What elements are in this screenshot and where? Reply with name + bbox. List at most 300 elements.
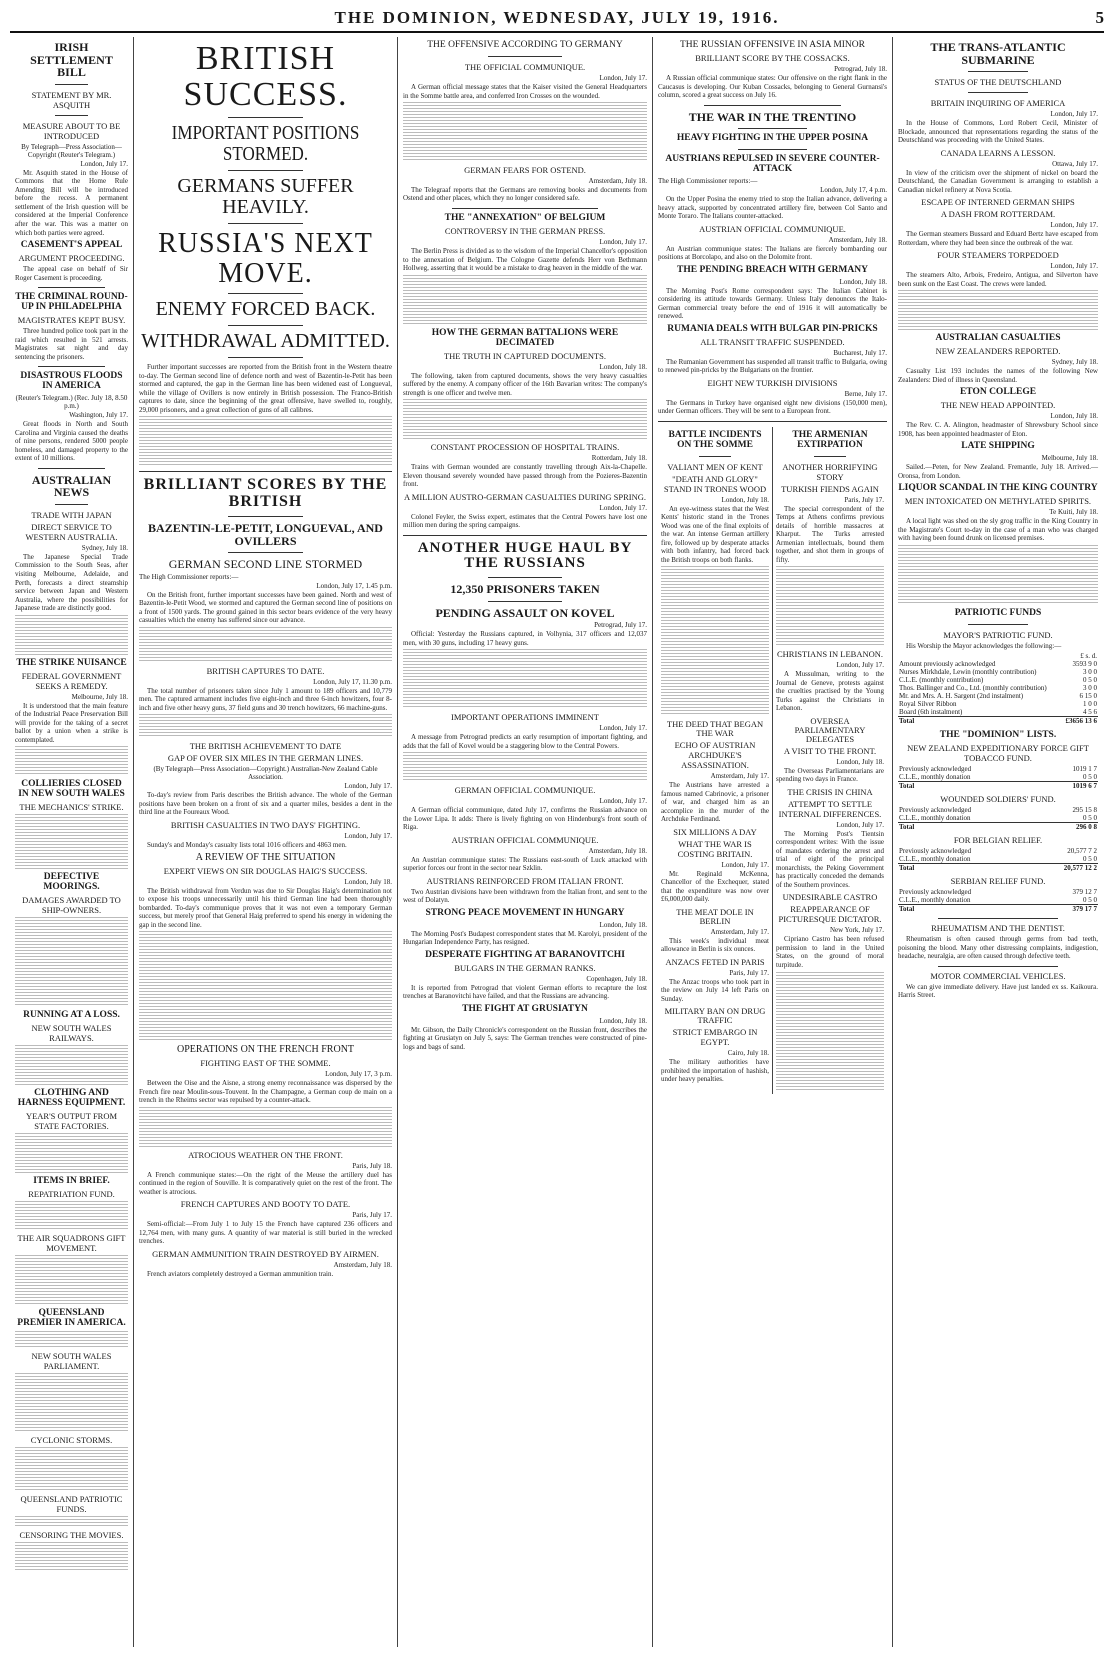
article-text: The military authorities have prohibited the importation of hashish, under heavy penalties. [661, 1058, 769, 1084]
table-row [898, 668, 1098, 676]
dateline: London, July 17. [836, 661, 884, 670]
article-text: Semi-official:—From July 1 to July 15 the French have captured 236 officers and 12,764 men, with many guns. A quantity of war material is still buried in the wrecked trenches. [139, 1220, 392, 1246]
headline: COLLIERIES CLOSED IN NEW SOUTH WALES [18, 779, 125, 800]
headline: IMPORTANT OPERATIONS IMMINENT [451, 712, 599, 723]
row-amount: 3 0 0 [1083, 668, 1097, 677]
credit-line: By Telegraph—Press Association—Copyright (Reuter's Telegram.) [21, 142, 122, 159]
subheadline: BRILLIANT SCORE BY THE COSSACKS. [695, 52, 850, 63]
subheadline: ALL TRANSIT TRAFFIC SUSPENDED. [700, 336, 845, 347]
dateline: London, July 17. [599, 503, 647, 512]
dateline: London, July 18. [836, 757, 884, 766]
dateline: London, July 17. [80, 159, 128, 168]
article-text: Official: Yesterday the Russians captured, in Volhynia, 317 officers and 12,037 men, with 30 guns, including 17 heavy guns. [403, 630, 647, 647]
subheadline: THE MECHANICS' STRIKE. [19, 802, 124, 813]
dateline: London, July 17, 4 p.m. [820, 186, 887, 195]
dateline: London, July 18. [1050, 412, 1098, 421]
article-text: A French communique states:—On the right of the Meuse the artillery duel has continued in the region of Souville. It is comparatively quiet on the rest of the front. The weather is atrocious. [139, 1170, 392, 1196]
subheadline: NEW SOUTH WALES PARLIAMENT. [31, 1350, 112, 1371]
row-label: C.L.E., monthly donation [899, 773, 971, 782]
headline: IRISH SETTLEMENT BILL [30, 40, 113, 80]
row-label: Amount previously acknowledged [899, 660, 996, 669]
headline: FRENCH CAPTURES AND BOOTY TO DATE. [180, 1199, 351, 1210]
dateline: London, July 17. [1050, 221, 1098, 230]
dateline: Bucharest, July 17. [833, 348, 887, 357]
table-row [898, 660, 1098, 668]
subheadline: THE OFFICIAL COMMUNIQUE. [464, 61, 586, 72]
fund-table-tobacco [898, 765, 1098, 790]
subheadline: YEAR'S OUTPUT FROM STATE FACTORIES. [25, 1111, 118, 1132]
headline: A REVIEW OF THE SITUATION [195, 852, 336, 864]
row-amount: 3 0 0 [1083, 684, 1097, 693]
subheadline: NEW ZEALANDERS REPORTED. [935, 346, 1061, 357]
row-amount: 20,577 7 2 [1067, 847, 1097, 856]
dateline: Sydney, July 18. [81, 543, 128, 552]
subheadline: GERMAN SECOND LINE STORMED [168, 557, 363, 572]
article-text: A Russian official communique states: Our offensive on the right flank in the Caucasus is developing. Our Kuban Cossacks, belonging to General Gurnansi's column, scored a great success on July 16. [658, 73, 887, 100]
subheadline: FOR BELGIAN RELIEF. [953, 835, 1043, 846]
article-text: The Morning Post's Tientsin correspondent writes: With the issue of mandates ordering the arrest and trial of eight of the principal monarchists, the Peking Government has practically conceded the demands of the Southern provinces. [776, 829, 884, 889]
headline: FOUR STEAMERS TORPEDOED [937, 250, 1059, 261]
dateline: Amsterdam, July 18. [588, 846, 647, 855]
article-text: The Morning Post's Budapest correspondent states that M. Karolyi, president of the Hungarian Independence Party, has resigned. [403, 929, 647, 947]
headline: HOW THE GERMAN BATTALIONS WERE DECIMATED [431, 327, 619, 348]
headline: DESPERATE FIGHTING AT BARANOVITCHI [425, 949, 625, 960]
headline: MILITARY BAN ON DRUG TRAFFIC [664, 1006, 766, 1026]
article-text: The Japanese Special Trade Commission to the South Seas, after visiting Melbourne, Adelaide, and Perth, forecasts a direct steamship service between Japan and Western Australia, where the possibilities for Japanese trade are distinctly good. [15, 552, 128, 613]
headline: AUSTRIANS REINFORCED FROM ITALIAN FRONT. [426, 875, 624, 886]
advert-headline: MOTOR COMMERCIAL VEHICLES. [930, 970, 1066, 981]
table-header: £ s. d. [1080, 652, 1097, 661]
dateline: Paris, July 17. [844, 495, 884, 504]
headline: ITEMS IN BRIEF. [33, 1176, 110, 1187]
headline: DISASTROUS FLOODS IN AMERICA [20, 371, 123, 392]
subheadline: CONTROVERSY IN THE GERMAN PRESS. [444, 225, 606, 236]
headline: GERMAN AMMUNITION TRAIN DESTROYED BY AIRMEN. [152, 1248, 379, 1259]
dateline: Paris, July 17. [352, 1211, 392, 1220]
dateline: London, July 18. [721, 495, 769, 504]
headline: BRILLIANT SCORES BY THE BRITISH [143, 476, 388, 511]
headline: GERMANS SUFFER HEAVILY. [177, 175, 354, 219]
subheadline: TRADE WITH JAPAN [31, 509, 112, 520]
headline: ESCAPE OF INTERNED GERMAN SHIPS [921, 197, 1075, 208]
headline: UNDESIRABLE CASTRO [782, 892, 878, 903]
article-text: The Morning Post's Rome correspondent says: The Italian Cabinet is considering its attitude towards Germany. Unless Italy denounces the Italo-German commercial treaty before the end of 1916 it will automatically be renewed. [658, 286, 887, 321]
subheadline: FEDERAL GOVERNMENT SEEKS A REMEDY. [21, 670, 122, 691]
row-label: Previously acknowledged [899, 765, 972, 774]
subheadline: THE AIR SQUADRONS GIFT MOVEMENT. [17, 1233, 126, 1253]
table-row [898, 700, 1098, 708]
row-amount: 0 5 0 [1083, 814, 1097, 823]
subheadline: STATUS OF THE DEUTSCHLAND [934, 77, 1062, 88]
dateline: Petrograd, July 18. [834, 64, 887, 73]
table-total-row: Total 296 0 8 [899, 823, 1097, 832]
dateline: London, July 18. [599, 920, 647, 929]
table-row [898, 676, 1098, 684]
dateline: Cairo, July 18. [727, 1049, 769, 1058]
dateline: Amsterdam, July 17. [710, 772, 769, 781]
subheadline: "DEATH AND GLORY" STAND IN TRONES WOOD [663, 473, 767, 494]
row-amount: 379 12 7 [1072, 888, 1097, 897]
row-label: Board (6th instalment) [899, 708, 963, 717]
subheadline: MAGISTRATES KEPT BUSY. [17, 315, 126, 325]
table-row [898, 708, 1098, 717]
headline: AUSTRIAN OFFICIAL COMMUNIQUE. [451, 834, 599, 845]
advert-text: We can give immediate delivery. Have just landed ex ss. Kaikoura. Harris Street. [898, 982, 1098, 1000]
masthead [10, 8, 1104, 33]
credit-line: The High Commissioner reports:— [658, 177, 758, 186]
subheadline: MEASURE ABOUT TO BE INTRODUCED [22, 120, 121, 141]
dateline: London, July 17. [344, 831, 392, 840]
row-label: C.L.E., monthly donation [899, 855, 971, 864]
headline: GERMAN OFFICIAL COMMUNIQUE. [454, 785, 596, 796]
headline: EIGHT NEW TURKISH DIVISIONS [707, 377, 838, 388]
dateline: London, July 17, 1.45 p.m. [316, 581, 392, 590]
fund-table-belgian [898, 847, 1098, 872]
subheadline: REPATRIATION FUND. [28, 1189, 115, 1199]
headline: OPERATIONS ON THE FRENCH FRONT [176, 1044, 355, 1056]
headline: CLOTHING AND HARNESS EQUIPMENT. [17, 1088, 126, 1109]
headline: THE STRIKE NUISANCE [16, 657, 127, 668]
subheadline: MEN INTOXICATED ON METHYLATED SPIRITS. [904, 496, 1092, 507]
row-amount: 0 5 0 [1083, 896, 1097, 905]
headline: THE BRITISH ACHIEVEMENT TO DATE [189, 741, 342, 752]
headline: RUNNING AT A LOSS. [23, 1010, 120, 1021]
fund-table-mayor [898, 652, 1098, 725]
subheadline: EXPERT VIEWS ON SIR DOUGLAS HAIG'S SUCCESS. [163, 865, 368, 876]
dateline: London, July 18. [599, 1016, 647, 1025]
table-row [898, 765, 1098, 773]
article-text: French aviators completely destroyed a German ammunition train. [147, 1269, 334, 1278]
column-5 [893, 37, 1103, 1647]
dateline: Sydney, July 18. [1051, 358, 1098, 367]
headline: ENEMY FORCED BACK. [155, 298, 376, 321]
article-text: The British withdrawal from Verdun was due to Sir Douglas Haig's determination not to expose his troops unnecessarily until his third German line had been thoroughly bombarded. To-day's communique proves that it was not even a temporary German success, but merely proof that General Haig preferred to spend his energy in widening the gap in the second line. [139, 886, 392, 929]
row-label: Nurses Mirkhdale, Lewin (monthly contribution) [899, 668, 1037, 677]
dateline: Amsterdam, July 18. [333, 1260, 392, 1269]
row-amount: 0 5 0 [1083, 676, 1097, 685]
columns [10, 37, 1104, 1647]
table-row [898, 855, 1098, 864]
subheadline: ATTEMPT TO SETTLE INTERNAL DIFFERENCES. [778, 798, 882, 819]
dateline: London, July 17. [344, 782, 392, 791]
article-text: Cipriano Castro has been refused permission to land in the United States, on the ground of moral turpitude. [776, 935, 884, 969]
column-2 [134, 37, 398, 1647]
row-label: C.L.E. (monthly contribution) [899, 676, 984, 685]
article-text: The Anzac troops who took part in the review on July 14 left Paris on Sunday. [661, 977, 769, 1003]
dateline: Ottawa, July 17. [1052, 159, 1098, 168]
dateline: London, July 17. [1050, 110, 1098, 119]
headline: THE FIGHT AT GRUSIATYN [462, 1003, 588, 1014]
article-text: Sailed.—Peten, for New Zealand. Fremantle, July 18. Arrived.—Oronsa, from London. [898, 463, 1098, 480]
table-row [898, 692, 1098, 700]
article-text: Further important successes are reported from the British front in the Western theatre to-day. The German second line of defence north and west of Bazentin-le-Petit has been stormed and captured, the gap in the German line has been widened east of Longueval, while the village of Ovillers is now entirely in British possession. The Franco-British captures to date, since the beginning of the great offensive, have swelled to, roughly, 29,000 prisoners, and a great collection of guns of all calibres. [139, 363, 392, 414]
row-label: Royal Silver Ribbon [899, 700, 957, 709]
subheadline: ARGUMENT PROCEEDING. [18, 253, 125, 263]
dateline: London, July 17. [599, 73, 647, 82]
table-row [898, 814, 1098, 823]
article-text: An Austrian communique states: The Italians are fiercely bombarding our positions at Borcolapo, and also on the Dolomite front. [658, 244, 887, 262]
article-text: Two Austrian divisions have been withdrawn from the Italian front, and sent to the west of Dolatyn. [403, 887, 647, 905]
subheadline: FIGHTING EAST OF THE SOMME. [200, 1057, 331, 1068]
dateline: Washington, July 17. [69, 411, 128, 420]
article-text: In the House of Commons, Lord Robert Cecil, Minister of Blockade, announced that representations regarding the status of the Deutschland was proceeding with the United States. [898, 119, 1098, 145]
dateline: London, July 18. [599, 362, 647, 371]
dateline: Amsterdam, July 18. [588, 176, 647, 185]
dateline: London, July 18. [344, 877, 392, 886]
subheadline: NEW ZEALAND EXPEDITIONARY FORCE GIFT TOBACCO FUND. [907, 743, 1089, 764]
subheadline: A DASH FROM ROTTERDAM. [940, 209, 1056, 220]
headline: STRONG PEACE MOVEMENT IN HUNGARY [425, 907, 625, 918]
article-text: A local light was shed on the sly grog traffic in the King Country in the Magistrate's Court to-day in the case of a man who was charged with having been found drunk on licensed premises. [898, 517, 1098, 543]
headline: THE "DOMINION" LISTS. [939, 730, 1057, 741]
row-label: Previously acknowledged [899, 888, 972, 897]
table-total-row: Total £3656 13 6 [899, 717, 1097, 726]
article-text: On the Upper Posina the enemy tried to stop the Italian advance, delivering a heavy attack, supported by concentrated artillery fire, between Col Santo and Monte Toraro. The Italians counter-attacked. [658, 195, 887, 221]
subheadline: GAP OF OVER SIX MILES IN THE GERMAN LINES. [167, 753, 364, 764]
headline: QUEENSLAND PREMIER IN AMERICA. [17, 1308, 126, 1328]
subheadline: 12,350 PRISONERS TAKEN [450, 582, 600, 597]
subcolumn-right [773, 427, 887, 1094]
headline: BRITISH CASUALTIES IN TWO DAYS' FIGHTING. [170, 819, 361, 830]
dateline: Rotterdam, July 18. [591, 454, 647, 463]
table-row [898, 896, 1098, 905]
article-text: The Overseas Parliamentarians are spending two days in France. [776, 766, 884, 784]
subheadline: BULGARS IN THE GERMAN RANKS. [454, 962, 596, 973]
subheadline: VALIANT MEN OF KENT [667, 461, 763, 472]
article-text: The Telegraaf reports that the Germans are removing books and documents from Ostend and other places, which they no longer considered safe. [403, 185, 647, 203]
subheadline: ECHO OF AUSTRIAN ARCHDUKE'S ASSASSINATION. [674, 740, 756, 771]
table-row [898, 773, 1098, 782]
headline: ATROCIOUS WEATHER ON THE FRONT. [188, 1149, 343, 1160]
fund-table-serbian [898, 888, 1098, 913]
article-text: An eye-witness states that the West Kents' historic stand in the Trones Wood was one of the final exploits of the war. An intense German artillery fire, followed up by desperate attacks with both infantry, had forced back the British troops on both flanks. [661, 504, 769, 564]
headline: PATRIOTIC FUNDS [954, 607, 1042, 618]
headline: AUSTRIAN OFFICIAL COMMUNIQUE. [699, 223, 846, 234]
headline: BRITISH CAPTURES TO DATE. [206, 665, 325, 676]
headline: THE CRISIS IN CHINA [787, 786, 873, 797]
subheadline: A VISIT TO THE FRONT. [783, 745, 877, 756]
dateline: London, July 17. [1050, 262, 1098, 271]
table-total-row: Total 20,577 12 2 [899, 864, 1097, 873]
split-columns [658, 427, 887, 1094]
article-text: Between the Oise and the Aisne, a strong enemy reconnaissance was dispersed by the French fire near Moulin-sous-Touvent. In the Champagne, a German coup de main on a trench in the Rheims sector was repulsed by a counter-attack. [139, 1078, 392, 1105]
credit-line: (Reuter's Telegram.) (Rec. July 18, 8.50 p.m.) [15, 394, 128, 411]
dateline: Paris, July 17. [729, 968, 769, 977]
article-text: Sunday's and Monday's casualty lists total 1016 officers and 4863 men. [147, 840, 347, 849]
article-text: A Mussulman, writing to the Journal de Geneve, protests against the cruelties practised by the Young Turks against the Christians in Lebanon. [776, 670, 884, 713]
subheadline: BRITAIN INQUIRING OF AMERICA [930, 98, 1066, 109]
subheadline: TURKISH FIENDS AGAIN [781, 483, 879, 494]
row-label: Previously acknowledged [899, 806, 972, 815]
row-amount: 295 15 8 [1072, 806, 1097, 815]
article-text: It is understood that the main feature of the Industrial Peace Preservation Bill will provide for the taking of a secret ballot by a union when a strike is contemplated. [15, 701, 128, 744]
subheadline: THE TRUTH IN CAPTURED DOCUMENTS. [443, 350, 607, 361]
row-label: Thos. Ballinger and Co., Ltd. (monthly contribution) [899, 684, 1047, 693]
headline: THE ARMENIAN EXTIRPATION [792, 429, 868, 450]
headline: CANADA LEARNS A LESSON. [940, 147, 1056, 158]
headline: THE CRIMINAL ROUND-UP IN PHILADELPHIA [15, 292, 128, 313]
dateline: Berne, July 17. [844, 389, 887, 398]
article-text: The Austrians have arrested a famous named Cabrinovic, a prisoner of war, and charged him as an accomplice in the murder of the Archduke Ferdinand. [661, 781, 769, 824]
dateline: Melbourne, July 18. [1041, 454, 1098, 463]
row-amount: 1019 1 7 [1072, 765, 1097, 774]
subheadline: DAMAGES AWARDED TO SHIP-OWNERS. [22, 895, 121, 916]
article-text: The appeal case on behalf of Sir Roger Casement is proceeding. [15, 265, 128, 282]
headline: THE WAR IN THE TRENTINO [688, 109, 857, 124]
subheadline: CENSORING THE MOVIES. [19, 1529, 124, 1540]
subheadline: WHAT THE WAR IS COSTING BRITAIN. [677, 838, 753, 859]
article-text: The Germans in Turkey have organised eight new divisions (150,000 men), under German officers. They will be sent to a European front. [658, 398, 887, 416]
headline: THE OFFENSIVE ACCORDING TO GERMANY [427, 40, 623, 50]
article-text: The steamers Alto, Arbois, Fredeiro, Antigua, and Silverton have been sunk on the East Coast. The crews were landed. [898, 271, 1098, 288]
headline: GERMAN FEARS FOR OSTEND. [464, 165, 586, 176]
headline: THE TRANS-ATLANTIC SUBMARINE [930, 40, 1066, 67]
row-amount: 3593 9 0 [1072, 660, 1097, 669]
article-text: Mr. Asquith stated in the House of Commons that the Home Rule Amending Bill will be introduced before the recess. A permanent settlement of the Irish question will be considered at the Imperial Conference after the war. This was a matter on which both parties were agreed. [15, 168, 128, 237]
headline: THE PENDING BREACH WITH GERMANY [677, 264, 868, 275]
subheadline: QUEENSLAND PATRIOTIC FUNDS. [20, 1493, 123, 1514]
article-text: To-day's review from Paris describes the British advance. The whole of the German positions have been broken on a front of six and a quarter miles, besides a dent in the third line at the Foureaux Wood. [139, 791, 392, 817]
subheadline: AUSTRIANS REPULSED IN SEVERE COUNTER-ATTACK [665, 154, 880, 175]
table-row [898, 684, 1098, 692]
subheadline: CYCLONIC STORMS. [30, 1434, 113, 1445]
article-text: Mr. Reginald McKenna, Chancellor of the Exchequer, stated that the expenditure was now over £6,000,000 daily. [661, 869, 769, 904]
dateline: London, July 17. [599, 237, 647, 246]
column-4 [653, 37, 893, 1647]
headline: A MILLION AUSTRO-GERMAN CASUALTIES DURING SPRING. [404, 491, 646, 502]
dateline: London, July 17. [836, 820, 884, 829]
dateline: Amsterdam, July 18. [828, 235, 887, 244]
column-3 [398, 37, 653, 1647]
dateline: London, July 17, 3 p.m. [325, 1069, 392, 1078]
headline: BATTLE INCIDENTS ON THE SOMME [668, 429, 762, 450]
row-label: Previously acknowledged [899, 847, 972, 856]
dateline: Copenhagen, July 18. [586, 974, 647, 983]
headline: LATE SHIPPING [961, 441, 1035, 452]
headline: THE DEED THAT BEGAN THE WAR [666, 719, 764, 739]
dateline: London, July 17. [599, 724, 647, 733]
article-text: This week's individual meat allowance in Berlin is six ounces. [661, 936, 769, 954]
credit-line: (By Telegraph—Press Association—Copyright.) Australian-New Zealand Cable Association. [153, 765, 378, 782]
row-label: C.L.E., monthly donation [899, 896, 971, 905]
advert-headline: RHEUMATISM AND THE DENTIST. [931, 923, 1065, 934]
page-number: 5 [1095, 8, 1104, 27]
dateline: New York, July 17. [829, 926, 884, 935]
headline: OVERSEA PARLIAMENTARY DELEGATES [794, 715, 866, 744]
article-text: The Rumanian Government has suspended all transit traffic to Bulgaria, owing to renewed pin-pricks by the Bulgarians on the frontier. [658, 357, 887, 375]
row-amount: 4 5 6 [1083, 708, 1097, 717]
headline: AUSTRALIAN CASUALTIES [935, 333, 1061, 344]
article-text: A German official communique, dated July 17, confirms the Russian advance on the Lower Lipa. It adds: There is lively fighting on von Hindenburg's front south of Riga. [403, 806, 647, 832]
dateline: Te Kuiti, July 18. [1049, 508, 1098, 517]
row-amount: 6 15 0 [1079, 692, 1097, 701]
article-text: The following, taken from captured documents, shows the very heavy casualties suffered by the enemy. A company officer of the 16th Bavarian writes: The company's strength is one officer and twelve men. [403, 371, 647, 397]
dateline: Amsterdam, July 17. [710, 927, 769, 936]
row-label: C.L.E., monthly donation [899, 814, 971, 823]
subheadline: ANOTHER HORRIFYING STORY [782, 461, 878, 482]
dateline: Paris, July 18. [352, 1161, 392, 1170]
row-amount: 0 5 0 [1083, 773, 1097, 782]
article-text: The German steamers Bussard and Eduard Bertz have escaped from Rotterdam, where they had been since the outbreak of the war. [898, 230, 1098, 247]
headline: DEFECTIVE MOORINGS. [43, 872, 100, 893]
fund-table-wounded [898, 806, 1098, 831]
headline: AUSTRALIAN NEWS [31, 472, 112, 500]
article-text: A German official message states that the Kaiser visited the General Headquarters in the Somme battle area, and conferred Iron Crosses on the wounded. [403, 82, 647, 100]
headline: THE MEAT DOLE IN BERLIN [676, 906, 754, 926]
article-text: Trains with German wounded are constantly travelling through Aix-la-Chapelle. Eleven thousand severely wounded have passed through from the Pozieres-Bazentin front. [403, 463, 647, 489]
row-amount: 0 5 0 [1083, 855, 1097, 864]
headline: WITHDRAWAL ADMITTED. [141, 330, 390, 353]
dateline: Melbourne, July 18. [71, 692, 128, 701]
dateline: London, July 17. [599, 797, 647, 806]
credit-line: The High Commissioner reports:— [139, 572, 239, 581]
subheadline: NEW SOUTH WALES RAILWAYS. [31, 1023, 112, 1044]
headline: CONSTANT PROCESSION OF HOSPITAL TRAINS. [430, 442, 620, 453]
masthead-title: THE DOMINION, WEDNESDAY, JULY 19, 1916. [334, 8, 780, 27]
article-text: It is reported from Petrograd that violent German efforts to recapture the lost trenches at Baranovitchi have failed, and that the Russians are advancing. [403, 983, 647, 1001]
subheadline: HEAVY FIGHTING IN THE UPPER POSINA [676, 133, 869, 144]
article-text: Great floods in North and South Carolina and Virginia caused the deaths of nine persons, rendered 5000 people homeless, and damaged property to the extent of 10 millions. [15, 420, 128, 463]
article-text: His Worship the Mayor acknowledges the following:— [906, 641, 1062, 650]
headline: RUMANIA DEALS WITH BULGAR PIN-PRICKS [667, 323, 878, 334]
subheadline: PENDING ASSAULT ON KOVEL [435, 605, 615, 620]
subcolumn-left [658, 427, 773, 1094]
article-text: Colonel Feyler, the Swiss expert, estimates that the Central Powers have lost one million men during the spring campaigns. [403, 512, 647, 530]
headline: RUSSIA'S NEXT MOVE. [158, 228, 373, 289]
subheadline: STRICT EMBARGO IN EGYPT. [672, 1027, 758, 1048]
article-text: In view of the criticism over the shipment of nickel on board the Deutschland, the Canadian Government is arranging to establish a Canadian nickel refinery at Nova Scotia. [898, 168, 1098, 194]
article-text: Casualty List 193 includes the names of the following New Zealanders: Died of illness in Queensland. [898, 367, 1098, 384]
subheadline: WOUNDED SOLDIERS' FUND. [940, 794, 1056, 805]
subheadline: SERBIAN RELIEF FUND. [950, 876, 1046, 887]
article-text: Three hundred police took part in the raid which resulted in 521 arrests. Magistrates sat night and day sentencing the prisoners. [15, 327, 128, 361]
subheadline: MAYOR'S PATRIOTIC FUND. [943, 629, 1053, 640]
article-text: Mr. Gibson, the Daily Chronicle's correspondent on the Russian front, describes the fighting at Grusiatyn on July 5, says: The German trenches were constructed of pine-logs and bags of sand. [403, 1025, 647, 1051]
headline: SIX MILLIONS A DAY [673, 826, 757, 837]
column-1 [10, 37, 134, 1647]
headline: CHRISTIANS IN LEBANON. [776, 649, 883, 660]
subheadline: STATEMENT BY MR. ASQUITH [31, 89, 112, 110]
article-text: On the British front, further important successes have been gained. North and west of Bazentin-le-Petit Wood, we stormed and captured the German second line of positions on a front of 1500 yards. The ground gained in this sector bears evidence of the very heavy casualties which the enemy has suffered since our advance. [139, 590, 392, 625]
article-text: The Berlin Press is divided as to the wisdom of the Imperial Chancellor's opposition to the annexation of Belgium. The Cologne Gazette defends Herr von Bethmann Hollweg, asserting that it would be a mistake to drag heaven in the middle of the war. [403, 246, 647, 273]
row-amount: 1 0 0 [1083, 700, 1097, 709]
headline: ANZACS FETED IN PARIS [665, 956, 765, 967]
article-text: The total number of prisoners taken since July 1 amount to 189 officers and 10,779 men. The captured armament includes five eight-inch and three 6-inch howitzers, four 8-inch and five other heavy guns, 37 field guns and 30 trench howitzers, 66 machine-guns. [139, 686, 392, 712]
table-row [898, 806, 1098, 814]
headline: ETON COLLEGE [959, 387, 1037, 398]
headline: THE RUSSIAN OFFENSIVE IN ASIA MINOR [679, 40, 865, 50]
dateline: London, July 17, 11.30 p.m. [313, 677, 392, 686]
table-row [898, 888, 1098, 896]
row-label: Mr. and Mrs. A. H. Sargent (2nd instalment) [899, 692, 1024, 701]
subheadline: DIRECT SERVICE TO WESTERN AUSTRALIA. [25, 521, 118, 542]
headline: LIQUOR SCANDAL IN THE KING COUNTRY [898, 483, 1098, 494]
table-total-row: Total 1019 6 7 [899, 782, 1097, 791]
table-row [898, 847, 1098, 855]
table-total-row: Total 379 17 7 [899, 905, 1097, 914]
advert-text: Rheumatism is often caused through germs from bad teeth, poisoning the blood. Many other distressing complaints, indigestion, headache, neuralgia, are often caused through defective teeth. [898, 935, 1098, 961]
dateline: London, July 17. [721, 860, 769, 869]
article-text: The Rev. C. A. Alington, headmaster of Shrewsbury School since 1908, has been appointed headmaster of Eton. [898, 421, 1098, 438]
article-text: An Austrian communique states: The Russians east-south of Luck attacked with superior forces our front in the sector near Szklin. [403, 855, 647, 873]
headline: THE "ANNEXATION" OF BELGIUM [444, 213, 606, 224]
article-text: A message from Petrograd predicts an early resumption of important fighting, and adds that the fall of Kovel would be a staggering blow to the Central Powers. [403, 733, 647, 750]
dateline: Petrograd, July 17. [594, 621, 647, 630]
dateline: London, July 18. [839, 277, 887, 286]
subheadline: REAPPEARANCE OF PICTURESQUE DICTATOR. [778, 904, 882, 925]
headline: CASEMENT'S APPEAL [20, 240, 123, 251]
headline: ANOTHER HUGE HAUL BY THE RUSSIANS [417, 539, 633, 572]
